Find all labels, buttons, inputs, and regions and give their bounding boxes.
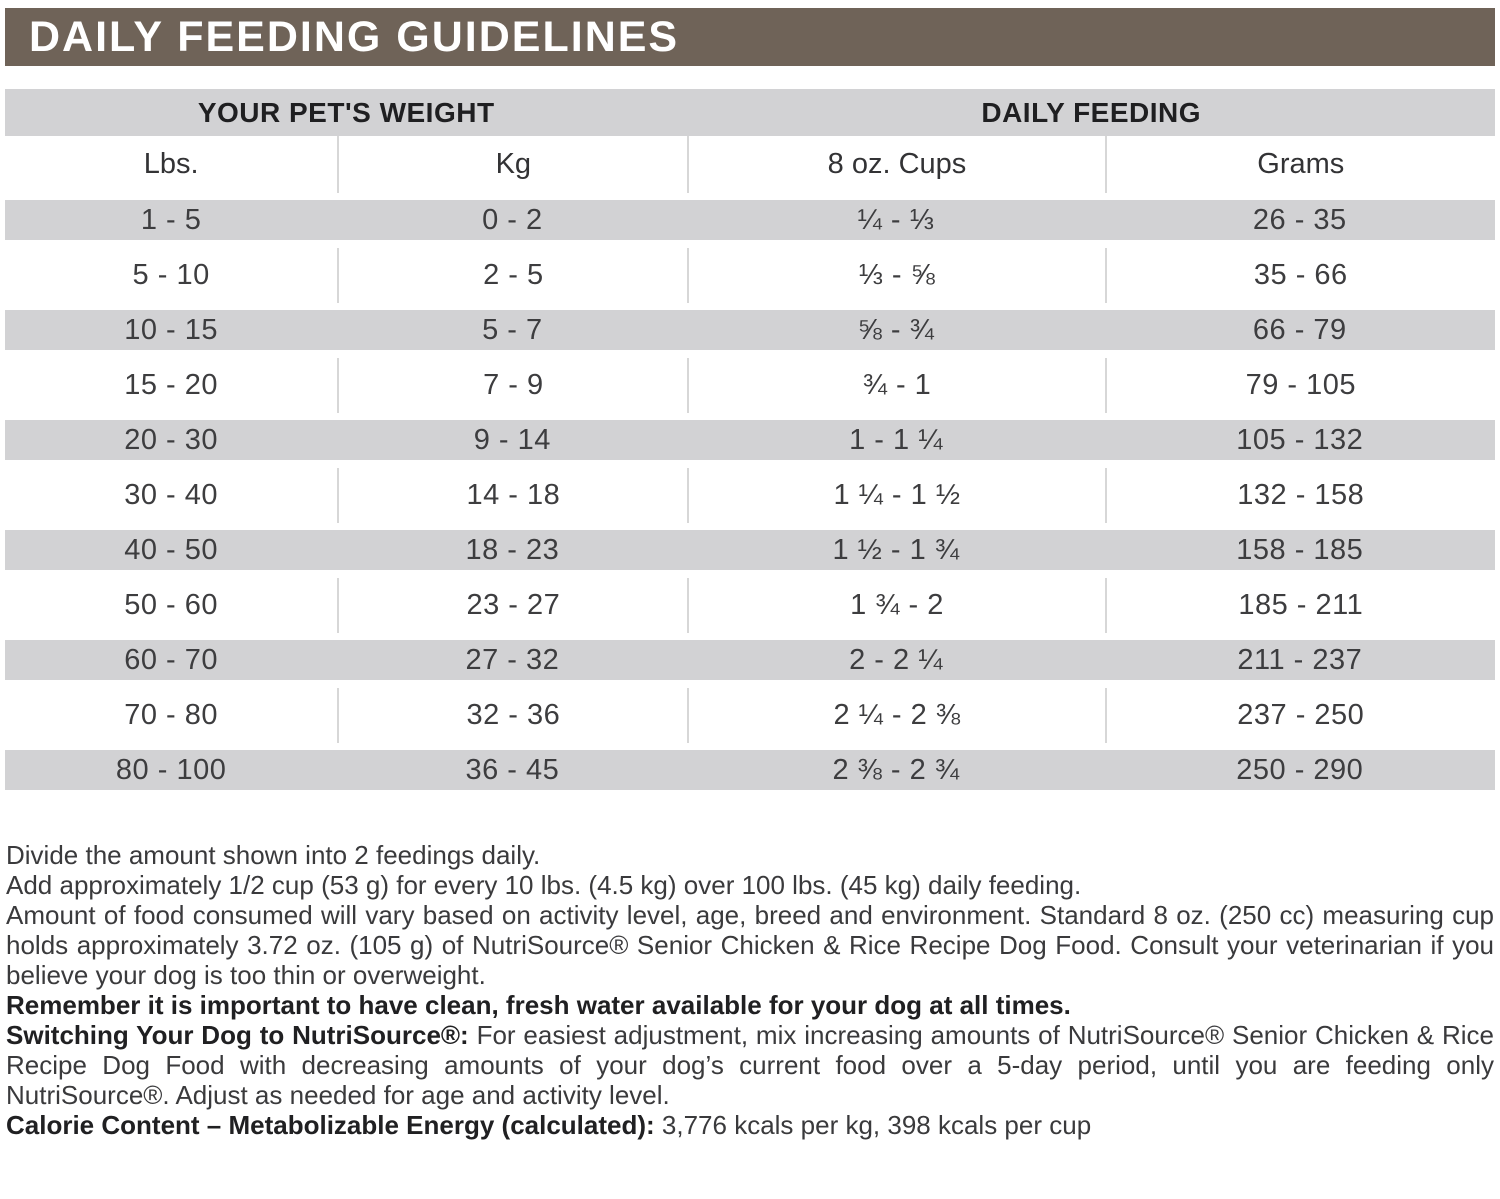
cell-lbs: 70 - 80 [5,688,337,743]
cell-grams: 79 - 105 [1105,358,1495,413]
col-header-cups: 8 oz. Cups [687,136,1104,193]
table-row [5,523,1495,578]
table-row [5,248,1495,303]
cell-cups: 1 ¼ - 1 ½ [687,468,1104,523]
cell-kg: 2 - 5 [337,248,687,303]
feeding-table [5,89,1495,798]
col-header-kg: Kg [337,136,687,193]
switching-paragraph [6,1020,1494,1110]
cell-cups: ¼ - ⅓ [687,193,1104,248]
cell-kg: 32 - 36 [337,688,687,743]
group-header-pet-weight: YOUR PET'S WEIGHT [5,89,687,136]
cell-cups: 2 ¼ - 2 ⅜ [687,688,1104,743]
cell-lbs: 80 - 100 [5,743,337,798]
cell-grams: 250 - 290 [1105,743,1495,798]
cell-kg: 9 - 14 [337,413,687,468]
cell-lbs: 5 - 10 [5,248,337,303]
cell-grams: 237 - 250 [1105,688,1495,743]
cell-lbs: 40 - 50 [5,523,337,578]
switching-body: For easiest adjustment, mix increasing amounts of NutriSource® Senior Chicken & Rice Recipe Dog Food with decreasing amounts of your dog’s current food over a 5-day period, until you are feeding only NutriSource®. Adjust as needed for age and activity level. [6,1020,1494,1110]
cell-lbs: 10 - 15 [5,303,337,358]
cell-kg: 14 - 18 [337,468,687,523]
cell-kg: 7 - 9 [337,358,687,413]
cell-cups: 1 - 1 ¼ [687,413,1104,468]
table-row [5,743,1495,798]
note-line-amount: Amount of food consumed will vary based on activity level, age, breed and environment. Standard 8 oz. (250 cc) measuring cup holds approximately 3.72 oz. (105 g) of NutriSource® Senior Chicken & Rice Recipe Dog Food. Consult your veterinarian if you believe your dog is too thin or overweight. [6,900,1494,990]
switching-lead: Switching Your Dog to NutriSource®: [6,1020,469,1050]
cell-grams: 35 - 66 [1105,248,1495,303]
calorie-lead: Calorie Content – Metabolizable Energy (calculated): [6,1110,655,1140]
cell-cups: ⅝ - ¾ [687,303,1104,358]
calorie-paragraph [6,1110,1494,1140]
note-line-divide: Divide the amount shown into 2 feedings daily. [6,840,541,870]
table-row [5,688,1495,743]
cell-lbs: 50 - 60 [5,578,337,633]
note-line-add: Add approximately 1/2 cup (53 g) for every 10 lbs. (4.5 kg) over 100 lbs. (45 kg) daily feeding. [6,870,1082,900]
note-line-water: Remember it is important to have clean, fresh water available for your dog at all times. [6,990,1071,1020]
cell-cups: 2 ⅜ - 2 ¾ [687,743,1104,798]
table-row [5,358,1495,413]
cell-grams: 132 - 158 [1105,468,1495,523]
cell-cups: ⅓ - ⅝ [687,248,1104,303]
table-row [5,413,1495,468]
table-row [5,193,1495,248]
table-row [5,303,1495,358]
cell-kg: 0 - 2 [337,193,687,248]
calorie-body: 3,776 kcals per kg, 398 kcals per cup [654,1110,1092,1140]
cell-lbs: 30 - 40 [5,468,337,523]
cell-lbs: 20 - 30 [5,413,337,468]
cell-kg: 27 - 32 [337,633,687,688]
cell-grams: 211 - 237 [1105,633,1495,688]
cell-grams: 158 - 185 [1105,523,1495,578]
cell-lbs: 15 - 20 [5,358,337,413]
title-bar [5,8,1495,66]
cell-kg: 36 - 45 [337,743,687,798]
cell-grams: 26 - 35 [1105,193,1495,248]
col-header-lbs: Lbs. [5,136,337,193]
cell-grams: 185 - 211 [1105,578,1495,633]
table-row [5,633,1495,688]
notes-section [6,840,1494,1140]
cell-grams: 105 - 132 [1105,413,1495,468]
table-row [5,468,1495,523]
cell-grams: 66 - 79 [1105,303,1495,358]
cell-kg: 23 - 27 [337,578,687,633]
cell-cups: 2 - 2 ¼ [687,633,1104,688]
group-header-daily-feeding: DAILY FEEDING [687,89,1495,136]
col-header-grams: Grams [1105,136,1495,193]
group-header-row [5,89,1495,136]
cell-lbs: 1 - 5 [5,193,337,248]
cell-cups: 1 ¾ - 2 [687,578,1104,633]
cell-cups: 1 ½ - 1 ¾ [687,523,1104,578]
cell-cups: ¾ - 1 [687,358,1104,413]
cell-lbs: 60 - 70 [5,633,337,688]
table-row [5,578,1495,633]
cell-kg: 5 - 7 [337,303,687,358]
column-header-row [5,136,1495,193]
cell-kg: 18 - 23 [337,523,687,578]
page-title: DAILY FEEDING GUIDELINES [29,12,680,61]
